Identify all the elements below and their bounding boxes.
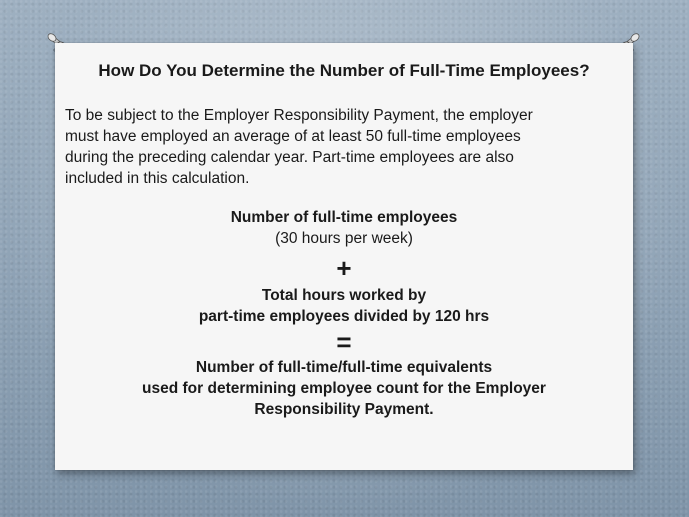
intro-line: during the preceding calendar year. Part-time employees are also [65, 149, 514, 166]
equals-sign: = [336, 327, 352, 357]
intro-line: To be subject to the Employer Responsibility Payment, the employer [65, 107, 533, 124]
formula-full-time-term [55, 207, 633, 249]
formula-result [55, 357, 633, 420]
result-line: Number of full-time/full-time equivalents [195, 359, 493, 376]
full-time-subtext: (30 hours per week) [275, 230, 413, 247]
full-time-heading: Number of full-time employees [230, 209, 458, 226]
slide-title: How Do You Determine the Number of Full-Time Employees? [98, 61, 590, 80]
result-line: Responsibility Payment. [254, 401, 434, 418]
intro-line: included in this calculation. [65, 170, 250, 187]
intro-paragraph [65, 105, 625, 189]
part-time-line: Total hours worked by [261, 287, 427, 304]
part-time-line: part-time employees divided by 120 hrs [198, 308, 490, 325]
slide-card [55, 43, 633, 470]
intro-line: must have employed an average of at least 50 full-time employees [65, 128, 521, 145]
formula-part-time-term [55, 285, 633, 327]
result-line: used for determining employee count for the Employer [142, 380, 546, 397]
plus-sign: + [336, 253, 352, 283]
